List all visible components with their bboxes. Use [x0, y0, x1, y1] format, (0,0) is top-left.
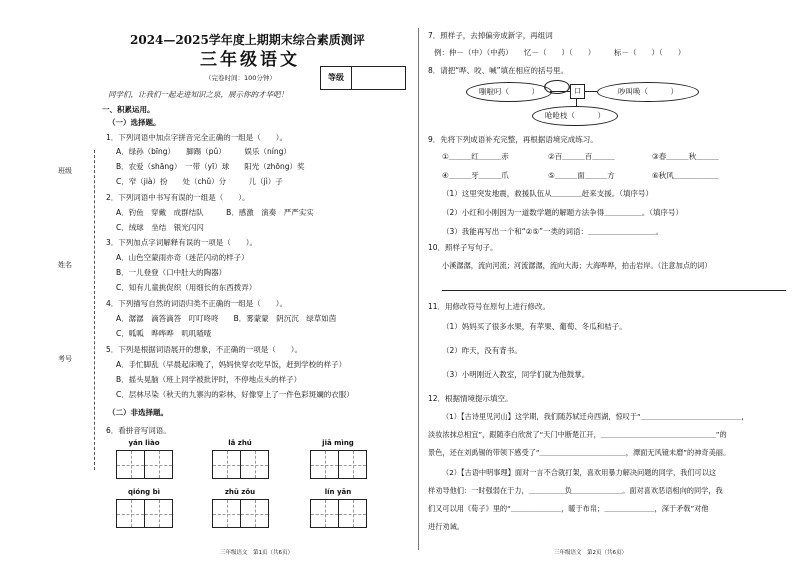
q9-idiom-5[interactable]: ⑤＿＿＿面＿＿＿方 [548, 171, 615, 180]
writing-cell[interactable] [212, 499, 241, 528]
q12-part2-line1: （2）【古语中明事理】面对一言不合就打架，喜欢用暴力解决问题的同学，我们可以这 [442, 468, 717, 477]
q5-option-a: A．手忙脚乱（早晨起床晚了，妈妈快穿衣吃早饭，赶到学校的样子） [116, 360, 347, 369]
pinyin-text: qióng bì [127, 488, 161, 496]
footer-left: 三年级语文 第1页（共6页） [220, 550, 293, 556]
q9-sub-3: （3）我能再写出一个和“②⑤”一类的词语：＿＿＿＿＿＿＿＿＿。 [442, 227, 663, 236]
section-2-heading: （二）非选择题。 [108, 408, 168, 417]
grade-box [320, 66, 406, 90]
q12-part1-line2: 淡妆浓抹总相宜”，跟随李白欣赏了“天门中断楚江开，＿＿＿＿＿＿＿＿＿＿＿＿＿＿＿＿”的 [428, 430, 727, 439]
q3-option-a: A．山色空蒙雨亦奇（迷茫闪动的样子） [116, 253, 249, 262]
q12-part1-line3: 景色，还在刘禹锡的带领下感受了“＿＿＿＿＿＿＿＿＿＿＿＿，潭面无风镜未磨”的神奇美丽。 [428, 448, 731, 457]
q4-option-ab: A．潺潺 滴答滴答 叮叮咚咚 B．雾蒙蒙 阴沉沉 绿草如茵 [116, 314, 337, 323]
question-1: 1．下列词语中加点字拼音完全正确的一组是（ ）。 [106, 133, 288, 142]
writing-cell[interactable] [338, 450, 367, 479]
grade-label: 等级 [321, 67, 352, 89]
pinyin-group [116, 489, 172, 528]
q3-option-b: B．一儿登登（口中肚大的陶器） [116, 268, 227, 277]
q7-example: 例：仲－（中）（中药） 忆－（ ）（ ） 标－（ ）（ ） [434, 48, 686, 57]
q5-option-b: B．摇头晃脑（班上同学被批评时，不停地点头的样子） [116, 375, 302, 384]
question-2: 2．下列词语中书写有误的一组是（ ）。 [106, 193, 250, 202]
writing-cell[interactable] [212, 450, 241, 479]
question-11: 11．用修改符号在原句上进行修改。 [428, 302, 551, 311]
pinyin-text: lín yān [324, 488, 352, 496]
writing-cell[interactable] [240, 450, 269, 479]
pinyin-group [310, 489, 366, 528]
q9-idiom-2[interactable]: ②百＿＿＿百＿＿＿ [548, 152, 615, 161]
pinyin-group [310, 440, 366, 479]
exam-time: （完卷时间：100分钟） [205, 74, 276, 82]
q9-sub-1: （1）这里突发地震，救援队伍从＿＿＿＿赶来支援。（填序号） [442, 189, 654, 198]
q2-option-c: C．绒球 坐结 银光闪闪 [116, 223, 204, 232]
q12-part2-line4: 进行劝诫。 [428, 522, 464, 531]
writing-cell[interactable] [338, 499, 367, 528]
q9-idiom-4[interactable]: ④＿＿＿牙＿＿＿爪 [442, 171, 509, 180]
q12-part1-line1: （1）【古诗里见河山】这学期，我们随苏轼迁舟西湖，惊叹于“＿＿＿＿＿＿＿＿＿＿＿＿＿＿， [442, 412, 749, 421]
q1-option-b: B．农爱（shāng） 一带（yī）球 阳光（zhōng）奖 [116, 162, 305, 171]
writing-cell[interactable] [144, 499, 173, 528]
q8-oval-1[interactable]: 嗤啦叼（ ） [466, 82, 552, 102]
q1-option-c: C．窄（jià）扮 处（chǔ）分 儿（jì）子 [116, 177, 283, 186]
connector-line [585, 91, 597, 92]
writing-cell[interactable] [310, 450, 339, 479]
question-5: 5．下列是根据词语展开的想象，不正确的一项是（ ）。 [106, 345, 303, 354]
question-8: 8．请把“哗、咬、喊”填在相应的括号里。 [428, 66, 569, 75]
question-7: 7．照样子，去掉偏旁成新字，再组词 [428, 31, 553, 40]
connector-line [576, 98, 578, 106]
binding-line [94, 150, 95, 470]
pinyin-group [212, 440, 268, 479]
writing-cell[interactable] [240, 499, 269, 528]
q5-option-c: C．层林尽染（秋天的九寨沟的彩林，好像穿上了一件色彩斑斓的衣服） [116, 390, 354, 399]
q8-oval-4[interactable]: 呛呛枝（ ） [532, 106, 618, 126]
question-9: 9．先将下列成语补充完整，再根据语境完成练习。 [428, 135, 598, 144]
q2-option-ab: A．钓鱼 穿戴 成群结队 B．感激 演奏 严严实实 [116, 208, 314, 217]
page-divider [418, 28, 419, 550]
q11-sentence-1[interactable]: （1）妈妈买了很多水果，有苹果、葡萄、冬瓜和桔子。 [442, 322, 627, 331]
pinyin-text: jiā mìng [322, 439, 354, 447]
exam-title: 2024—2025学年度上期期末综合素质测评 [130, 33, 365, 47]
q4-option-c: C．呱呱 哗哗哗 叽叽喳喳 [116, 329, 212, 338]
pinyin-text: zhū zǒu [224, 488, 256, 496]
q10-example: 小溪潺潺，流向河流；河流潺潺，流向大海；大海哗哗，拍击岩岸。（注意加点的词） [442, 261, 712, 270]
motto: 同学们，让我们一起走进知识之泉，展示你的才华吧！ [108, 90, 288, 99]
q8-oval-3[interactable]: 吵叫唤（ ） [597, 82, 699, 102]
binding-label-name: 姓名 [58, 261, 72, 269]
pinyin-group [116, 440, 172, 479]
q8-oval-2[interactable]: （ ） [544, 80, 570, 94]
writing-cell[interactable] [144, 450, 173, 479]
q8-center-box: 口 [570, 84, 585, 99]
pinyin-text: yán liào [128, 439, 160, 447]
question-6: 6．看拼音写词语。 [106, 426, 171, 435]
question-12: 12．根据情境提示填空。 [428, 394, 513, 403]
pinyin-text: lǎ zhú [228, 439, 252, 447]
q1-option-a: A．绿孙（bīng） 脚踢（pǔ） 娱乐（níng） [116, 147, 291, 156]
writing-cell[interactable] [310, 499, 339, 528]
question-10: 10．照样子写句子。 [428, 243, 498, 252]
q9-idiom-6[interactable]: ⑥秋风＿＿＿＿＿＿ [652, 171, 719, 180]
binding-label-number: 考号 [58, 355, 72, 363]
writing-cell[interactable] [116, 499, 145, 528]
q9-sub-2: （2）小红和小刚因为一道数学题的解题方法争得＿＿＿＿＿。（填序号） [442, 208, 684, 217]
section-1a-heading: （一）选择题。 [108, 118, 161, 127]
q9-idiom-1[interactable]: ①＿＿＿红＿＿＿赤 [442, 152, 509, 161]
q12-part2-line2: 样劝导他们：一时强弱在于力，＿＿＿＿＿负＿＿＿＿＿＿＿。面对喜欢恶语相向的同学，我 [428, 486, 723, 495]
q9-idiom-3[interactable]: ③春＿＿＿秋＿＿＿ [652, 152, 719, 161]
pinyin-group [212, 489, 268, 528]
writing-cell[interactable] [116, 450, 145, 479]
exam-subject: 三年级语文 [200, 50, 300, 70]
right-page [420, 0, 794, 561]
binding-label-class: 班级 [58, 167, 72, 175]
q11-sentence-3[interactable]: （3）小明刚近入教室，同学们就为他鼓掌。 [442, 370, 590, 379]
question-3: 3．下列加点字词解释有误的一项是（ ）。 [106, 238, 258, 247]
section-1-heading: 一、积累运用。 [102, 105, 155, 114]
footer-right: 三年级语文 第2页（共6页） [554, 550, 627, 556]
q3-option-c: C．知有儿童挑促织（用细长的东西拨弄） [116, 283, 257, 292]
q12-part2-line3: 们又可以用《荀子》里的“＿＿＿＿＿＿＿，暖于布帛；＿＿＿＿＿＿＿，深于矛戟”对他 [428, 504, 709, 513]
q11-sentence-2[interactable]: （2）昨天，没有背书。 [442, 346, 522, 355]
question-4: 4．下列描写自然的词语归类不正确的一组是（ ）。 [106, 299, 288, 308]
answer-line[interactable] [442, 290, 786, 291]
